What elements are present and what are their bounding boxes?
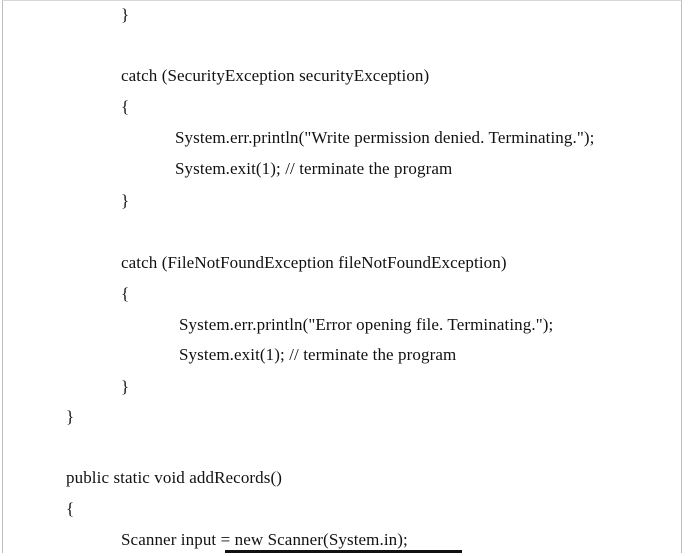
text-underline-mark [225,550,462,553]
closing-brace-try: } [121,5,130,24]
opening-brace-file-catch: { [121,284,130,303]
closing-brace-method: } [66,407,75,426]
catch-security-exception-line: catch (SecurityException securityException) [121,66,430,85]
closing-brace-file-catch: } [121,377,130,396]
add-records-method-signature: public static void addRecords() [66,468,283,487]
opening-brace-add-records: { [66,499,75,518]
exit-line-security: System.exit(1); // terminate the program [175,159,453,178]
catch-file-not-found-line: catch (FileNotFoundException fileNotFoundException) [121,253,507,272]
write-permission-error-line: System.err.println("Write permission denied. Terminating."); [175,128,595,147]
scanner-input-line: Scanner input = new Scanner(System.in); [121,530,408,549]
closing-brace-security-catch: } [121,191,130,210]
error-opening-file-line: System.err.println("Error opening file. Terminating."); [179,315,554,334]
opening-brace-security-catch: { [121,97,130,116]
exit-line-file: System.exit(1); // terminate the program [179,345,457,364]
